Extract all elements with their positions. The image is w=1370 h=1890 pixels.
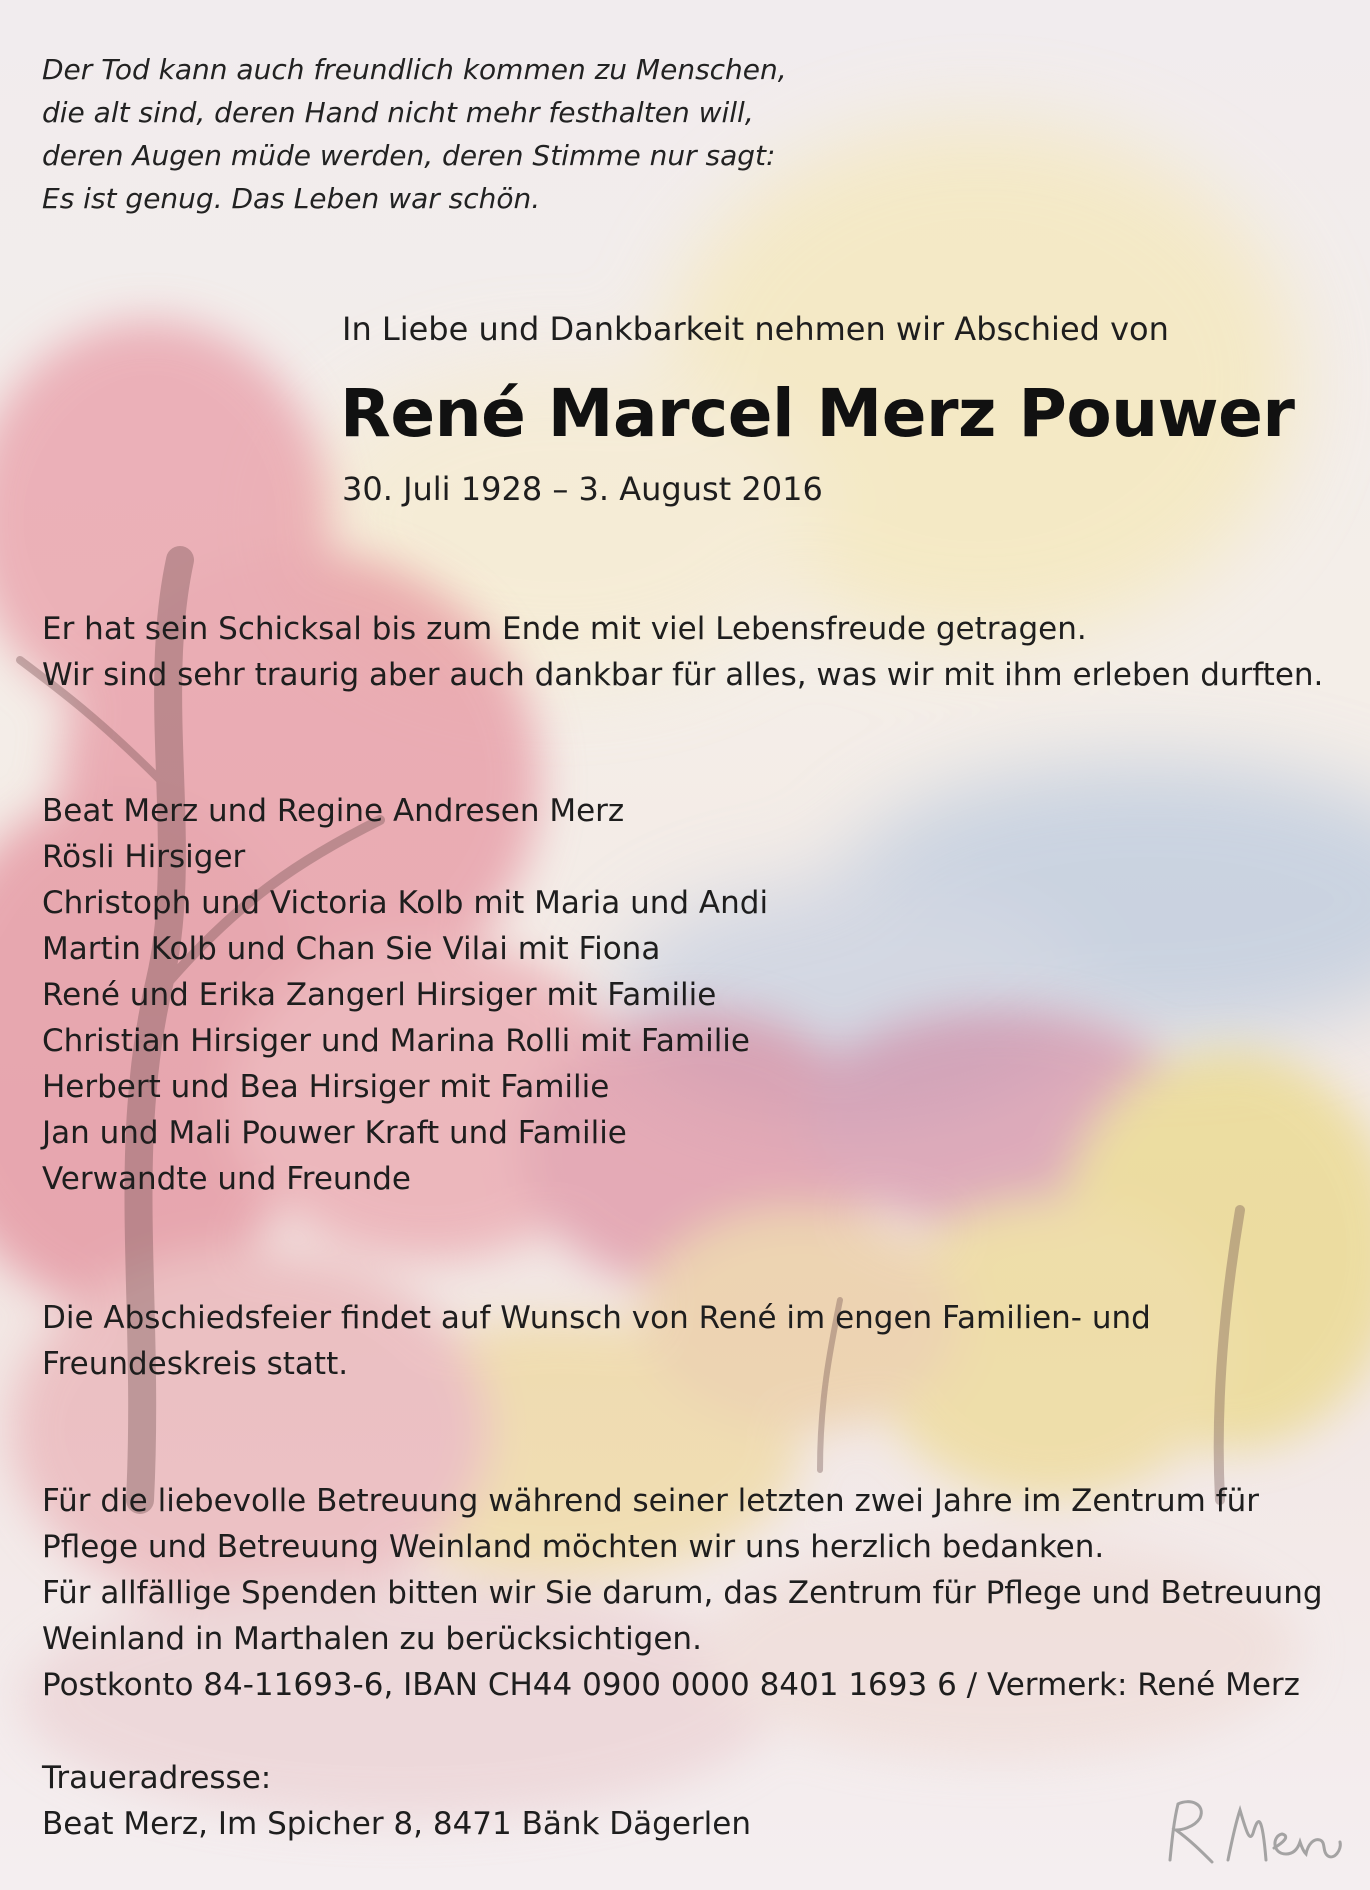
tribute-line: Er hat sein Schicksal bis zum Ende mit viel Lebensfreude getragen. <box>42 611 1087 647</box>
mourner-entry: Verwandte und Freunde <box>42 1161 411 1197</box>
poem-line: die alt sind, deren Hand nicht mehr festhalten will, <box>42 96 754 129</box>
mourner-entry: Christoph und Victoria Kolb mit Maria und Andi <box>42 885 769 921</box>
poem-line: deren Augen müde werden, deren Stimme nur sagt: <box>42 139 776 172</box>
life-dates: 30. Juli 1928 – 3. August 2016 <box>342 470 823 508</box>
mourner-entry: Rösli Hirsiger <box>42 839 246 875</box>
mourner-entry: René und Erika Zangerl Hirsiger mit Familie <box>42 977 717 1013</box>
mourning-address <box>42 1755 751 1847</box>
poem <box>42 48 787 220</box>
ceremony-line: Freundeskreis statt. <box>42 1346 349 1382</box>
bank-details: Postkonto 84-11693-6, IBAN CH44 0900 0000 8401 1693 6 / Vermerk: René Merz <box>42 1667 1300 1703</box>
address-line: Beat Merz, Im Spicher 8, 8471 Bänk Dägerlen <box>42 1806 752 1842</box>
mourner-entry: Jan und Mali Pouwer Kraft und Familie <box>42 1115 627 1151</box>
poem-line: Der Tod kann auch freundlich kommen zu Menschen, <box>42 53 787 86</box>
mourners-list <box>42 788 768 1202</box>
deceased-name: René Marcel Merz Pouwer <box>340 375 1295 452</box>
painter-signature <box>1150 1790 1350 1870</box>
mourner-entry: Christian Hirsiger und Marina Rolli mit Familie <box>42 1023 750 1059</box>
thanks-and-donations <box>42 1478 1323 1708</box>
tribute-line: Wir sind sehr traurig aber auch dankbar für alles, was wir mit ihm erleben durften. <box>42 657 1324 693</box>
mourner-entry: Beat Merz und Regine Andresen Merz <box>42 793 625 829</box>
thanks-line: Weinland in Marthalen zu berücksichtigen. <box>42 1621 702 1657</box>
ceremony-notice <box>42 1295 1151 1387</box>
thanks-line: Für die liebevolle Betreuung während seiner letzten zwei Jahre im Zentrum für <box>42 1483 1259 1519</box>
mourner-entry: Martin Kolb und Chan Sie Vilai mit Fiona <box>42 931 661 967</box>
address-label: Traueradresse: <box>42 1760 272 1796</box>
thanks-line: Pflege und Betreuung Weinland möchten wir uns herzlich bedanken. <box>42 1529 1105 1565</box>
farewell-intro: In Liebe und Dankbarkeit nehmen wir Abschied von <box>342 310 1169 348</box>
mourner-entry: Herbert und Bea Hirsiger mit Familie <box>42 1069 610 1105</box>
thanks-line: Für allfällige Spenden bitten wir Sie darum, das Zentrum für Pflege und Betreuung <box>42 1575 1323 1611</box>
tribute-text <box>42 606 1323 698</box>
ceremony-line: Die Abschiedsfeier findet auf Wunsch von René im engen Familien- und <box>42 1300 1151 1336</box>
poem-line: Es ist genug. Das Leben war schön. <box>42 182 541 215</box>
